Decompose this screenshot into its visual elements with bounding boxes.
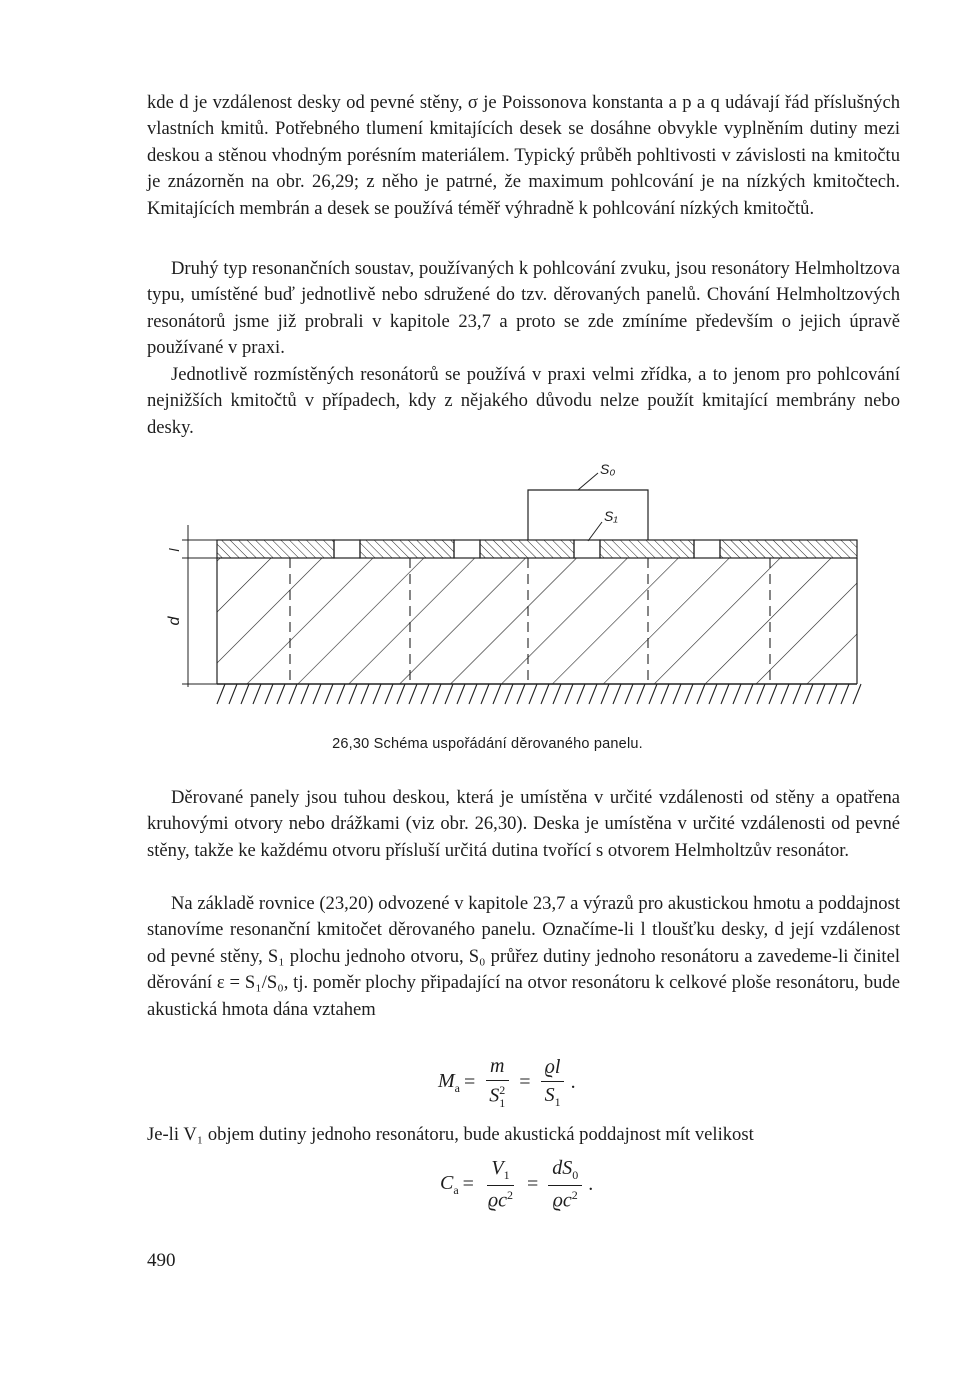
equation-acoustic-mass: $M_a$ = $\frac{m}{S^2_1}$ = $\frac{ϱl}{S_1}$ . — [438, 1055, 576, 1110]
paragraph-4: Děrované panely jsou tuhou deskou, která je umístěna v určité vzdálenosti od stěny a opatřena kruhovými otvory nebo drážkami (viz obr. 26,30). Deska je umístěna v určité vzdálenosti od pevné stěny, takže ke každému otvoru přísluší určitá dutina tvořící s otvorem Helmholtzův resonátor. — [147, 787, 900, 861]
equation-acoustic-compliance: $C_a$ = $\frac{V_1}{ϱc^2}$ = $\frac{dS_0}{ϱc^2}$ . — [440, 1157, 594, 1212]
label-l: l — [166, 548, 182, 552]
paragraph-5: Na základě rovnice (23,20) odvozené v kapitole 23,7 a výrazů pro akustickou hmotu a poddajnost stanovíme resonanční kmitočet děrovaného panelu. Označíme-li l tloušťku desky, d její vzdálenost od pevné stěny, S₁ plochu jednoho otvoru, S₀ průřez dutiny jednoho resonátoru a zavedeme-li činitel děrování ε = S₁/S₀, tj. poměr plochy připadající na otvor resonátoru k celkové ploše resonátoru, bude akustická hmota dána vztahem — [147, 893, 900, 1020]
paragraph-3: Jednotlivě rozmístěných resonátorů se používá v praxi velmi zřídka, a to jenom pro pohlcování nejnižších kmitočtů v případech, kdy z nějakého důvodu nelze použít kmitající membrány nebo desky. — [147, 364, 900, 438]
paragraph-6: Je-li V₁ objem dutiny jednoho resonátoru, bude akustická poddajnost mít velikost — [147, 1124, 754, 1145]
paragraph-2: Druhý typ resonančních soustav, používaných k pohlcování zvuku, jsou resonátory Helmholtzova typu, umístěné buď jednotlivě nebo sdružené do tzv. děrovaných panelů. Chování Helmholtzových resonátorů jsme již probrali v kapitole 23,7 a proto se zde zmíníme především o jejich úpravě používané v praxi. — [147, 258, 900, 359]
page-number: 490 — [147, 1250, 176, 1271]
perforated-panel-diagram — [166, 455, 870, 725]
resonator-section-outline — [528, 490, 648, 540]
paragraph-1: kde d je vzdálenost desky od pevné stěny, σ je Poissonova konstanta a p a q udávají řád příslušných vlastních kmitů. Potřebného tlumení kmitajících desek se dosáhne obvykle vyplněním dutiny mezi deskou a stěnou vhodným porésním materiálem. Typický průběh pohltivosti v závislosti na kmitočtu je znázorněn na obr. 26,29; z něho je patrné, že maximum pohlcování je na nízkých kmitočtech. Kmitajících membrán a desek se používá téměř výhradně k pohlcování nízkých kmitočtů. — [147, 92, 900, 219]
rigid-wall — [217, 684, 861, 704]
label-s1: S₁ — [604, 508, 618, 524]
label-s0: S₀ — [600, 461, 616, 477]
cavity-air-gap — [217, 558, 857, 684]
perforated-plate — [217, 540, 857, 558]
dimension-lines — [182, 525, 217, 687]
figure-caption: 26,30 Schéma uspořádání děrovaného panelu. — [332, 736, 643, 752]
label-d: d — [166, 616, 183, 626]
